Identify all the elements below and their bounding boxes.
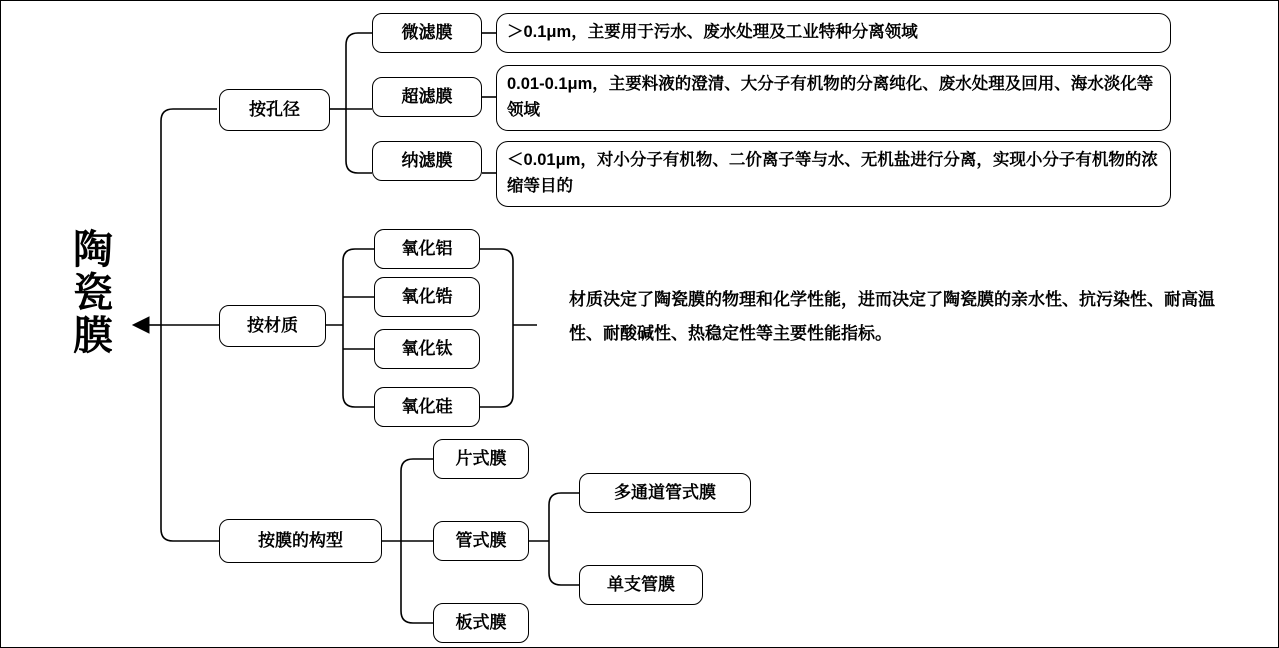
node-label: 氧化铝 [401,238,453,258]
node-label: 板式膜 [455,612,507,632]
node-plate-membrane[interactable] [433,603,529,643]
branch-node-configuration[interactable] [219,519,382,563]
root-label: 陶瓷膜 [73,228,113,359]
node-microfiltration[interactable] [372,13,482,53]
node-alumina[interactable] [374,229,480,269]
desc-microfiltration [496,13,1171,53]
branch-label: 按孔径 [249,99,300,119]
node-tubular-membrane[interactable] [433,521,529,561]
material-note: 材质决定了陶瓷膜的物理和化学性能，进而决定了陶瓷膜的亲水性、抗污染性、耐高温性、耐酸碱性、热稳定性等主要性能指标。 [569,290,1215,343]
node-label: 微滤膜 [401,22,453,42]
node-label: 管式膜 [455,530,507,550]
desc-text: ＜0.01μm，对小分子有机物、二价离子等与水、无机盐进行分离，实现小分子有机物的浓缩等目的 [507,151,1158,195]
node-zirconia[interactable] [374,277,480,317]
desc-text: 0.01-0.1μm，主要料液的澄清、大分子有机物的分离纯化、废水处理及回用、海水淡化等领域 [507,75,1154,119]
node-sheet-membrane[interactable] [433,439,529,479]
desc-nanofiltration [496,141,1171,207]
branch-node-material[interactable] [219,305,326,347]
node-label: 多通道管式膜 [614,482,716,502]
node-label: 单支管膜 [607,574,675,594]
node-titania[interactable] [374,329,480,369]
node-nanofiltration[interactable] [372,141,482,181]
node-ultrafiltration[interactable] [372,77,482,117]
node-single-tube-membrane[interactable] [579,565,703,605]
desc-text: ＞0.1μm，主要用于污水、废水处理及工业特种分离领域 [507,23,918,42]
node-label: 氧化锆 [401,286,453,306]
node-label: 片式膜 [455,448,507,468]
node-label: 纳滤膜 [401,150,453,170]
branch-node-pore-size[interactable] [219,89,330,131]
node-silica[interactable] [374,387,480,427]
node-label: 氧化硅 [401,396,453,416]
desc-ultrafiltration [496,65,1171,131]
node-label: 超滤膜 [401,86,453,106]
node-multichannel-tubular-membrane[interactable] [579,473,751,513]
branch-label: 按材质 [247,315,298,335]
branch-label: 按膜的构型 [258,530,343,550]
node-label: 氧化钛 [401,338,453,358]
